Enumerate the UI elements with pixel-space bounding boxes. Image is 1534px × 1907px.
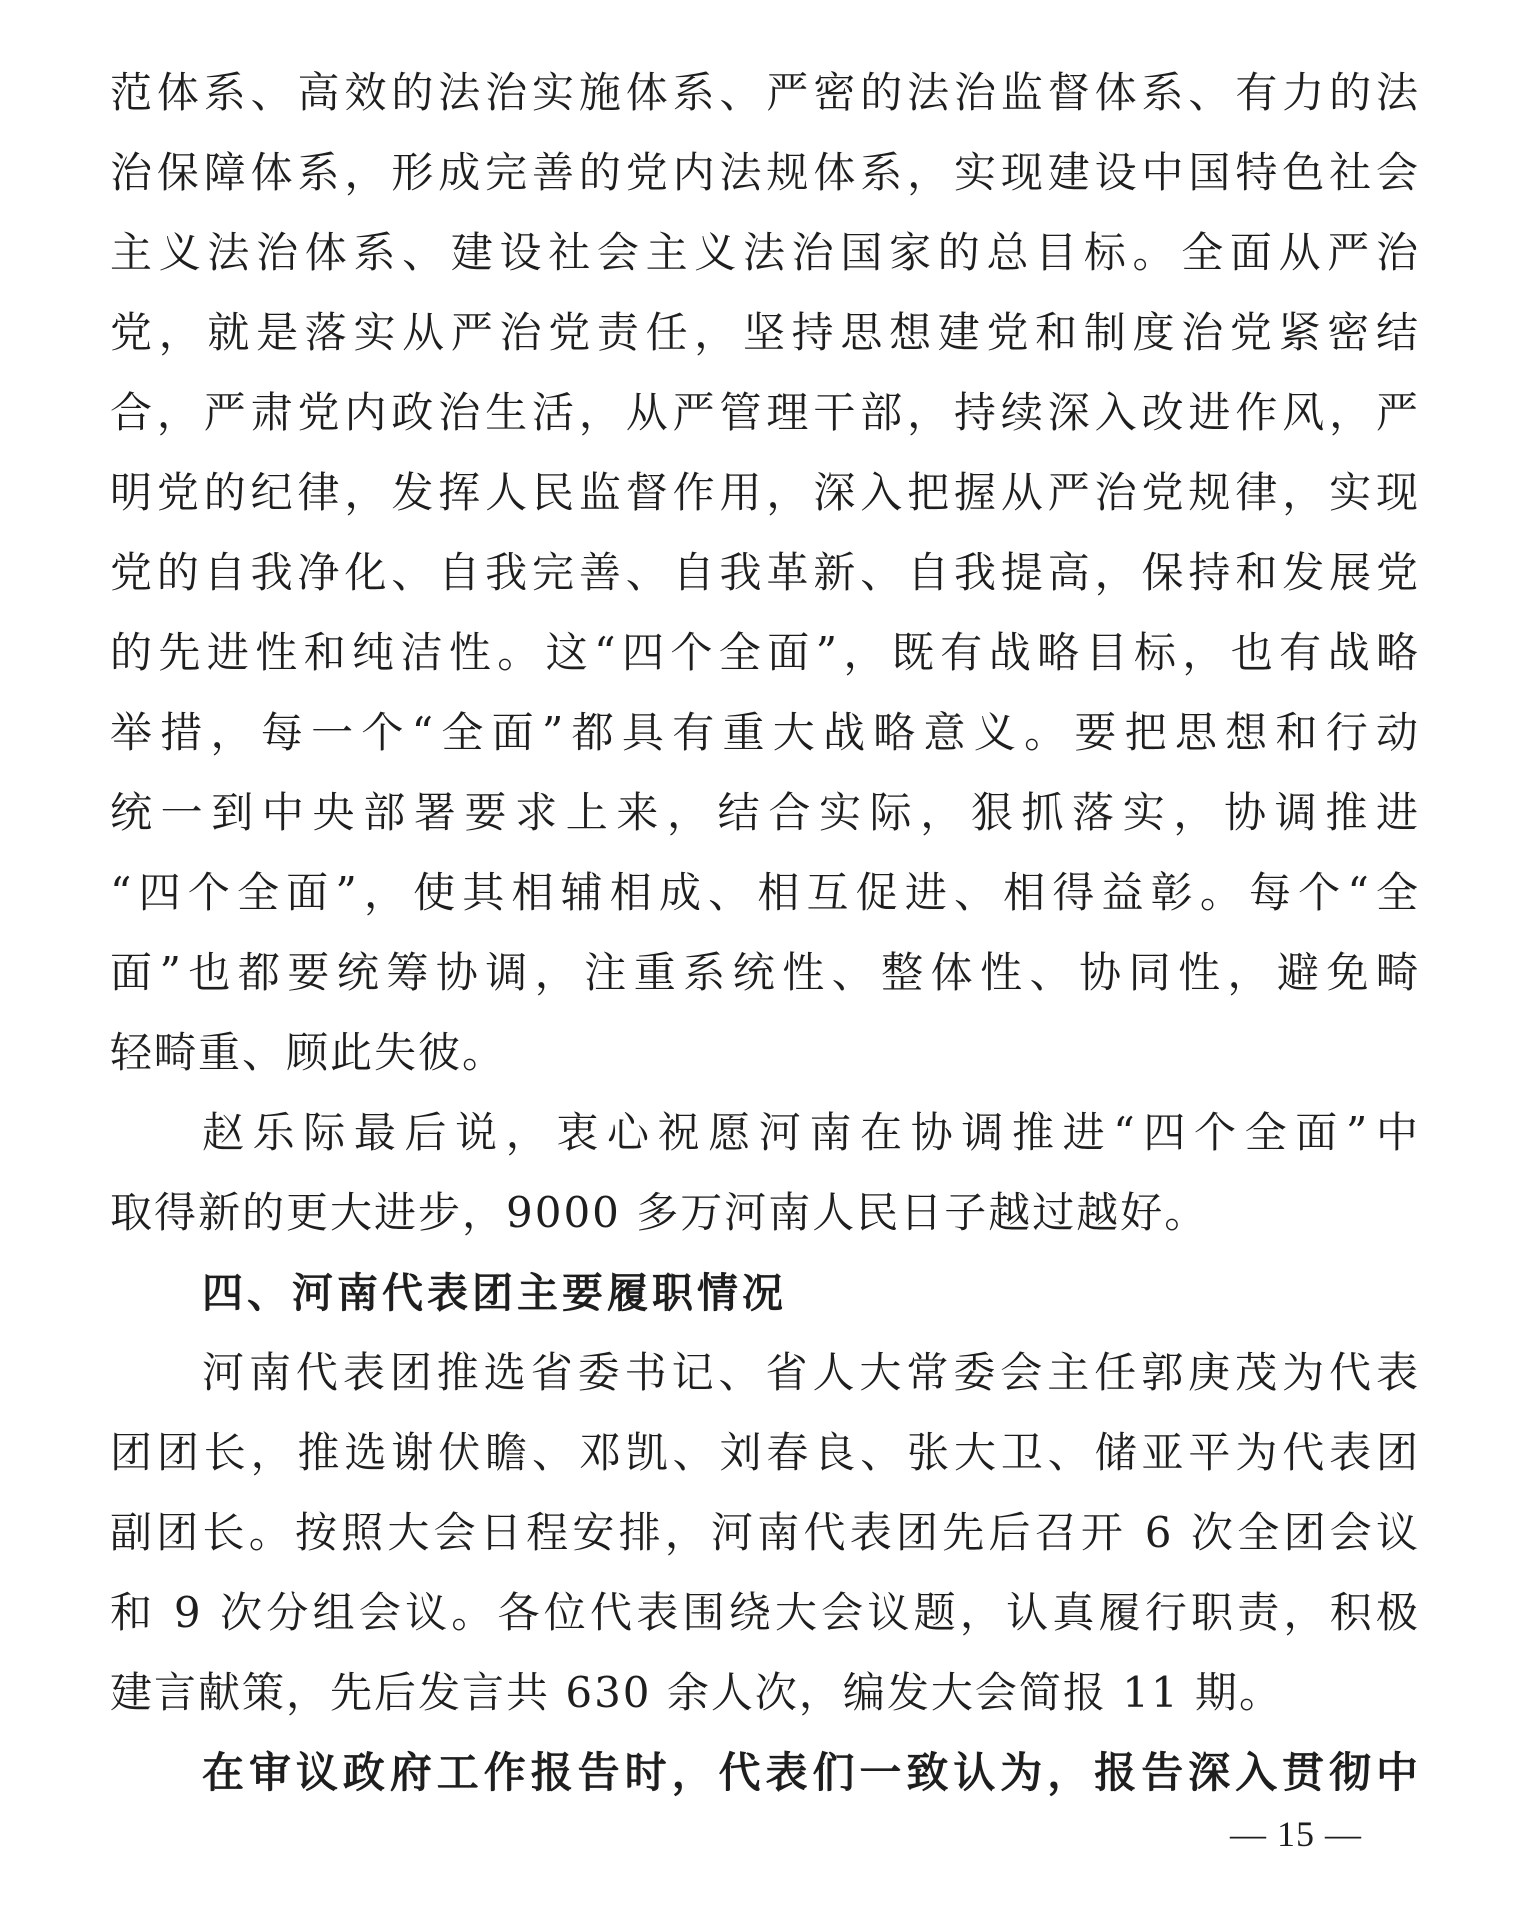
text-line: 举措，每一个“全面”都具有重大战略意义。要把思想和行动 <box>110 708 1420 757</box>
page-number: — 15 — <box>1230 1814 1362 1854</box>
text-line: 轻畸重、顾此失彼。 <box>110 1028 507 1077</box>
text-line: 面”也都要统筹协调，注重系统性、整体性、协同性，避免畸 <box>110 948 1420 997</box>
document-body <box>110 58 1420 1818</box>
text-line: 范体系、高效的法治实施体系、严密的法治监督体系、有力的法 <box>110 68 1420 117</box>
text-line: 建言献策，先后发言共 630 余人次，编发大会简报 11 期。 <box>110 1668 1284 1717</box>
text-line: 统一到中央部署要求上来，结合实际，狠抓落实，协调推进 <box>110 788 1420 837</box>
paragraph-first-line: 在审议政府工作报告时，代表们一致认为，报告深入贯彻中 <box>202 1748 1420 1797</box>
paragraph-first-line: 河南代表团推选省委书记、省人大常委会主任郭庚茂为代表 <box>202 1348 1420 1397</box>
text-line: 党的自我净化、自我完善、自我革新、自我提高，保持和发展党 <box>110 548 1420 597</box>
text-line: 治保障体系，形成完善的党内法规体系，实现建设中国特色社会 <box>110 148 1420 197</box>
text-line: 副团长。按照大会日程安排，河南代表团先后召开 6 次全团会议 <box>110 1508 1420 1557</box>
text-line: 团团长，推选谢伏瞻、邓凯、刘春良、张大卫、储亚平为代表团 <box>110 1428 1420 1477</box>
text-line: 合，严肃党内政治生活，从严管理干部，持续深入改进作风，严 <box>110 388 1420 437</box>
text-line: 取得新的更大进步，9000 多万河南人民日子越过越好。 <box>110 1188 1209 1237</box>
section-heading: 四、河南代表团主要履职情况 <box>202 1269 787 1317</box>
text-line: 和 9 次分组会议。各位代表围绕大会议题，认真履行职责，积极 <box>110 1588 1420 1637</box>
text-line: “四个全面”，使其相辅相成、相互促进、相得益彰。每个“全 <box>110 868 1420 917</box>
text-line: 明党的纪律，发挥人民监督作用，深入把握从严治党规律，实现 <box>110 468 1420 517</box>
text-line: 党，就是落实从严治党责任，坚持思想建党和制度治党紧密结 <box>110 308 1420 357</box>
paragraph-first-line: 赵乐际最后说，衷心祝愿河南在协调推进“四个全面”中 <box>202 1108 1420 1157</box>
text-line: 主义法治体系、建设社会主义法治国家的总目标。全面从严治 <box>110 228 1420 277</box>
text-line: 的先进性和纯洁性。这“四个全面”，既有战略目标，也有战略 <box>110 628 1420 677</box>
